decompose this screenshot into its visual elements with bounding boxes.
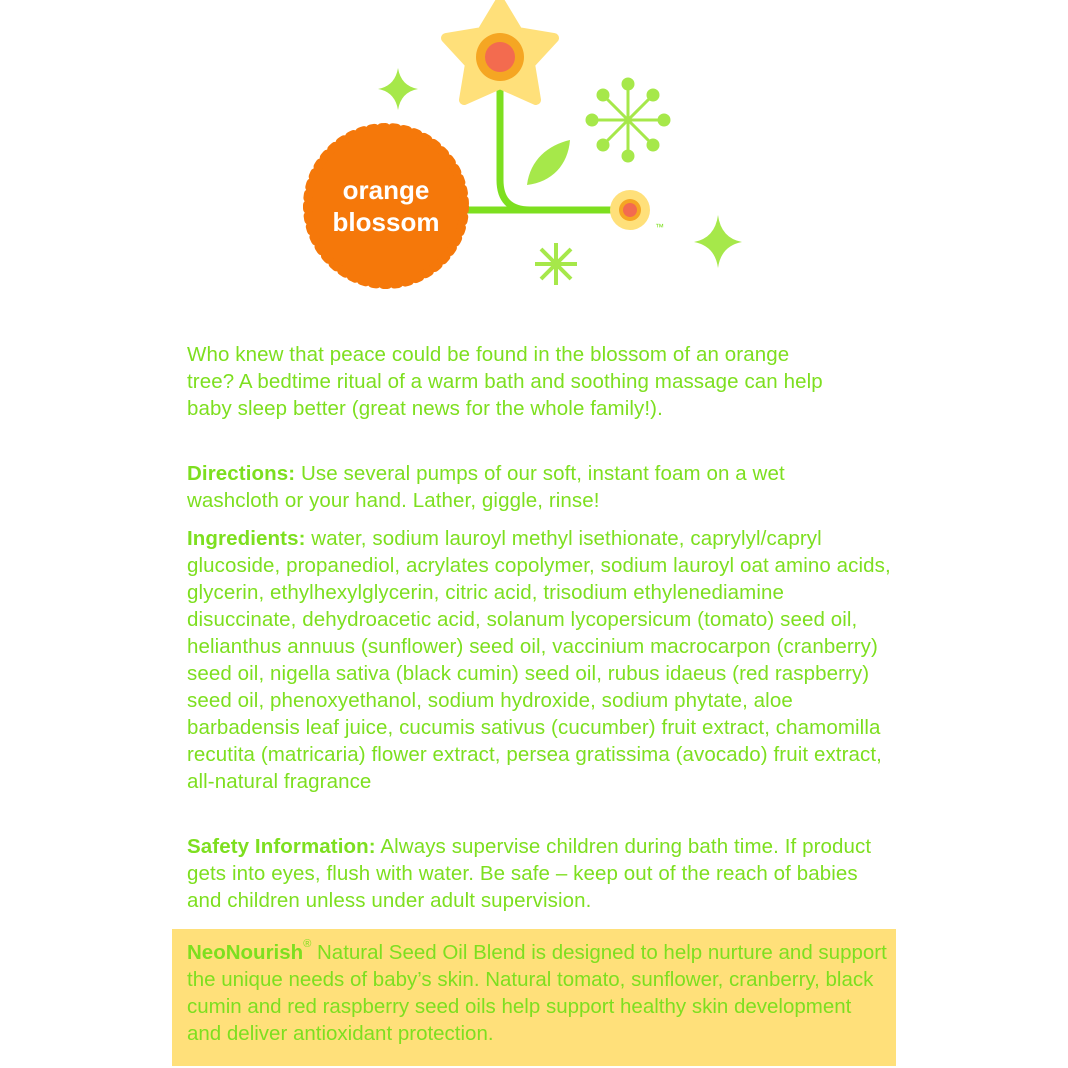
- flower-icon: [446, 2, 554, 100]
- bud-icon: [610, 190, 650, 230]
- badge-line-1: orange: [342, 175, 430, 205]
- badge-line-2: blossom: [332, 207, 440, 237]
- directions-label: Directions:: [187, 462, 296, 485]
- safety-label: Safety Information:: [187, 835, 376, 858]
- orange-blossom-badge: [308, 128, 464, 284]
- neonourish-text: Natural Seed Oil Blend is designed to help nurture and support the unique needs of baby’s skin. Natural tomato, sunflower, cranberry, black cumin and red raspberry seed oils help support healthy skin development and deliver antioxidant protection.: [187, 941, 887, 1045]
- trademark-symbol: ™: [655, 222, 664, 232]
- leaf-icon: [527, 140, 570, 185]
- neonourish-paragraph: [187, 939, 887, 1047]
- directions-paragraph: [187, 460, 847, 514]
- ingredients-text: water, sodium lauroyl methyl isethionate, caprylyl/capryl glucoside, propanediol, acrylates copolymer, sodium lauroyl oat amino acids, glycerin, ethylhexylglycerin, citric acid, trisodium ethylenediamine disuccinate, dehydroacetic acid, solanum lycopersicum (tomato) seed oil, helianthus annuus (sunflower) seed oil, vaccinium macrocarpon (cranberry) seed oil, nigella sativa (black cumin) seed oil, rubus idaeus (red raspberry) seed oil, phenoxyethanol, sodium hydroxide, sodium phytate, aloe barbadensis leaf juice, cucumis sativus (cucumber) fruit extract, chamomilla recutita (matricaria) flower extract, persea gratissima (avocado) fruit extract, all-natural fragrance: [187, 527, 891, 793]
- ingredients-label: Ingredients:: [187, 527, 306, 550]
- ingredients-paragraph: [187, 525, 892, 795]
- safety-text: Always supervise children during bath time. If product gets into eyes, flush with water. Be safe – keep out of the reach of babies and children unless under adult supervision.: [187, 835, 872, 912]
- registered-symbol: ®: [303, 938, 312, 950]
- intro-text: Who knew that peace could be found in the blossom of an orange tree? A bedtime ritual of a warm bath and soothing massage can help baby sleep better (great news for the whole family!).: [187, 343, 823, 420]
- sparkle-icon: [694, 215, 742, 268]
- directions-text: Use several pumps of our soft, instant foam on a wet washcloth or your hand. Lather, giggle, rinse!: [187, 462, 785, 512]
- safety-paragraph: [187, 833, 887, 914]
- sparkle-icon: [378, 68, 418, 110]
- intro-paragraph: [187, 341, 827, 422]
- snowflake-icon: [587, 79, 669, 161]
- neonourish-callout: [172, 929, 896, 1066]
- neonourish-brand: NeoNourish: [187, 941, 304, 964]
- asterisk-icon: [535, 243, 577, 285]
- orange-blossom-logo: [290, 0, 750, 300]
